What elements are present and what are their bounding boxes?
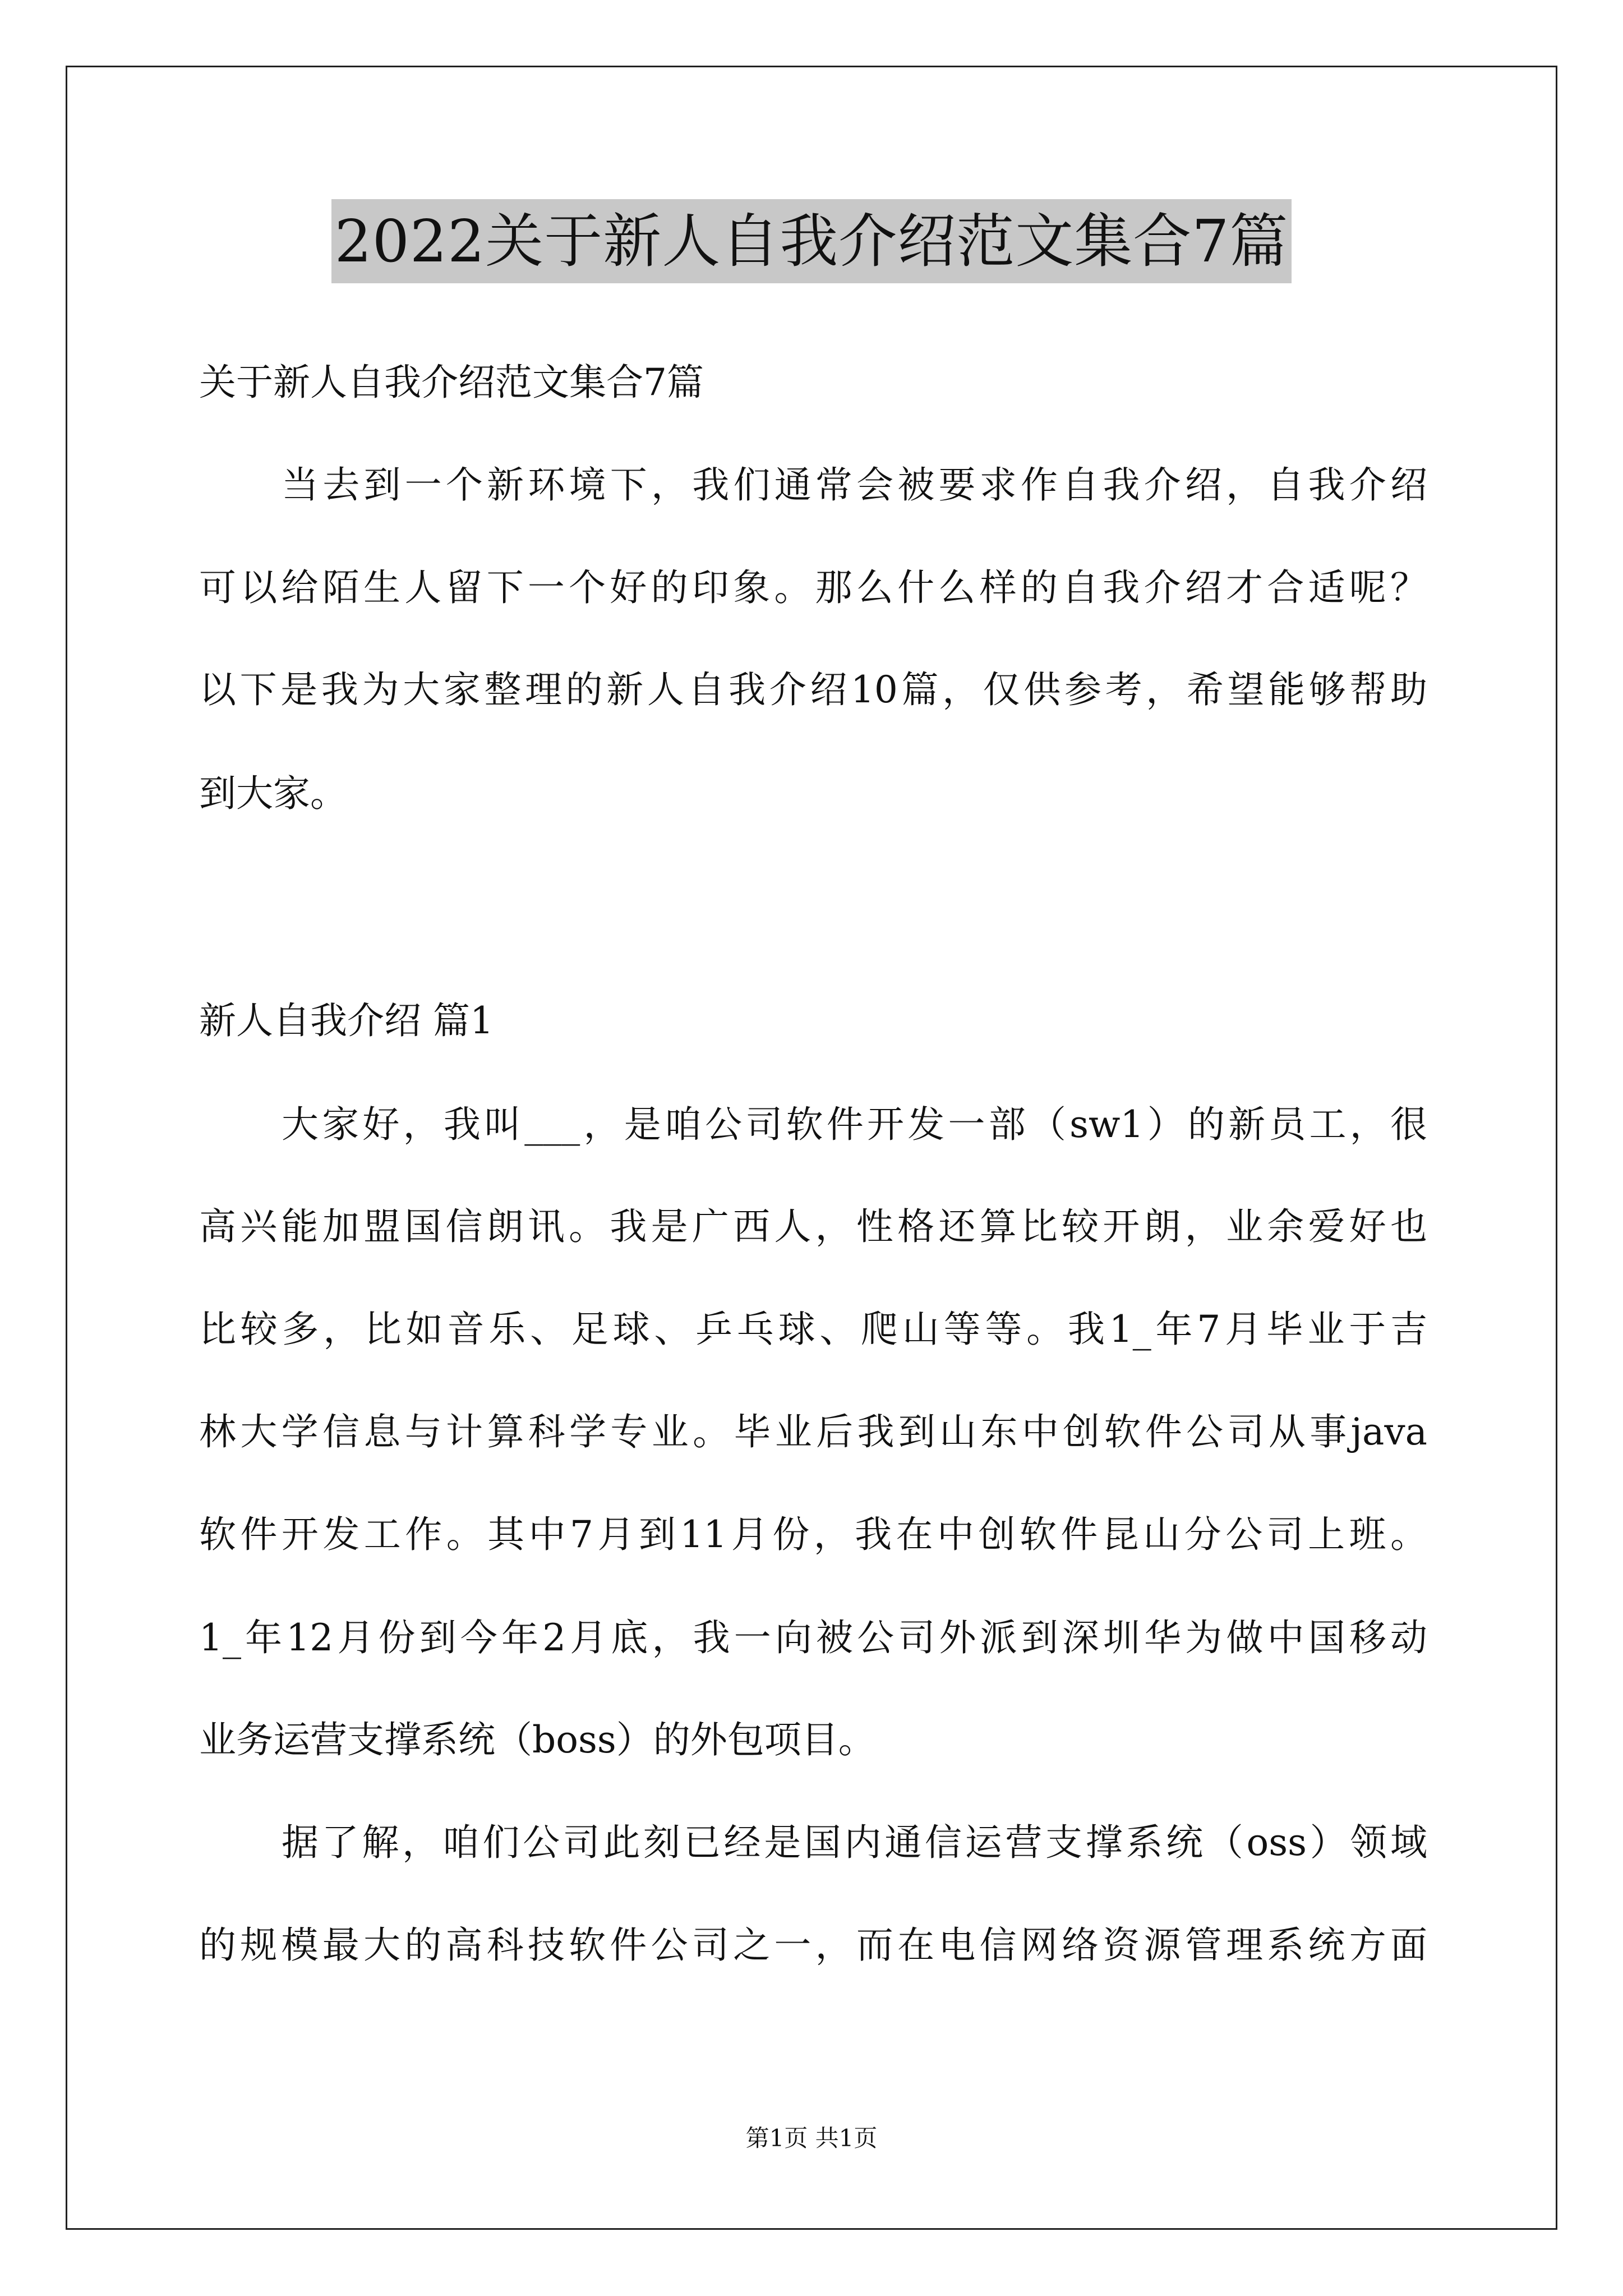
para1-line-2: 高兴能加盟国信朗讯。我是广西人，性格还算比较开朗，业余爱好也 (199, 1205, 1427, 1248)
intro-line-2: 可以给陌生人留下一个好的印象。那么什么样的自我介绍才合适呢？ (199, 566, 1427, 609)
para1-line-3: 比较多，比如音乐、足球、乒乓球、爬山等等。我1_年7月毕业于吉 (199, 1308, 1427, 1351)
para1-line-6: 1_年12月份到今年2月底，我一向被公司外派到深圳华为做中国移动 (199, 1616, 1427, 1659)
para2-line-2: 的规模最大的高科技软件公司之一，而在电信网络资源管理系统方面 (199, 1924, 1427, 1967)
intro-line-3: 以下是我为大家整理的新人自我介绍10篇，仅供参考，希望能够帮助 (199, 668, 1427, 711)
para2-line-1: 据了解，咱们公司此刻已经是国内通信运营支撑系统（oss）领域 (282, 1821, 1427, 1864)
document-subtitle: 关于新人自我介绍范文集合7篇 (199, 361, 704, 404)
para1-line-1: 大家好，我叫___，是咱公司软件开发一部（sw1）的新员工，很 (282, 1103, 1427, 1146)
para1-line-4: 林大学信息与计算科学专业。毕业后我到山东中创软件公司从事java (199, 1410, 1427, 1453)
page-footer: 第1页 共1页 (745, 2124, 878, 2152)
document-title: 2022关于新人自我介绍范文集合7篇 (331, 199, 1292, 283)
section-heading: 新人自我介绍 篇1 (199, 999, 494, 1042)
intro-line-1: 当去到一个新环境下，我们通常会被要求作自我介绍，自我介绍 (282, 463, 1427, 507)
intro-line-4: 到大家。 (199, 772, 347, 815)
title-container (0, 199, 1623, 283)
para1-line-7: 业务运营支撑系统（boss）的外包项目。 (199, 1718, 875, 1761)
para1-line-5: 软件开发工作。其中7月到11月份，我在中创软件昆山分公司上班。 (199, 1513, 1427, 1556)
